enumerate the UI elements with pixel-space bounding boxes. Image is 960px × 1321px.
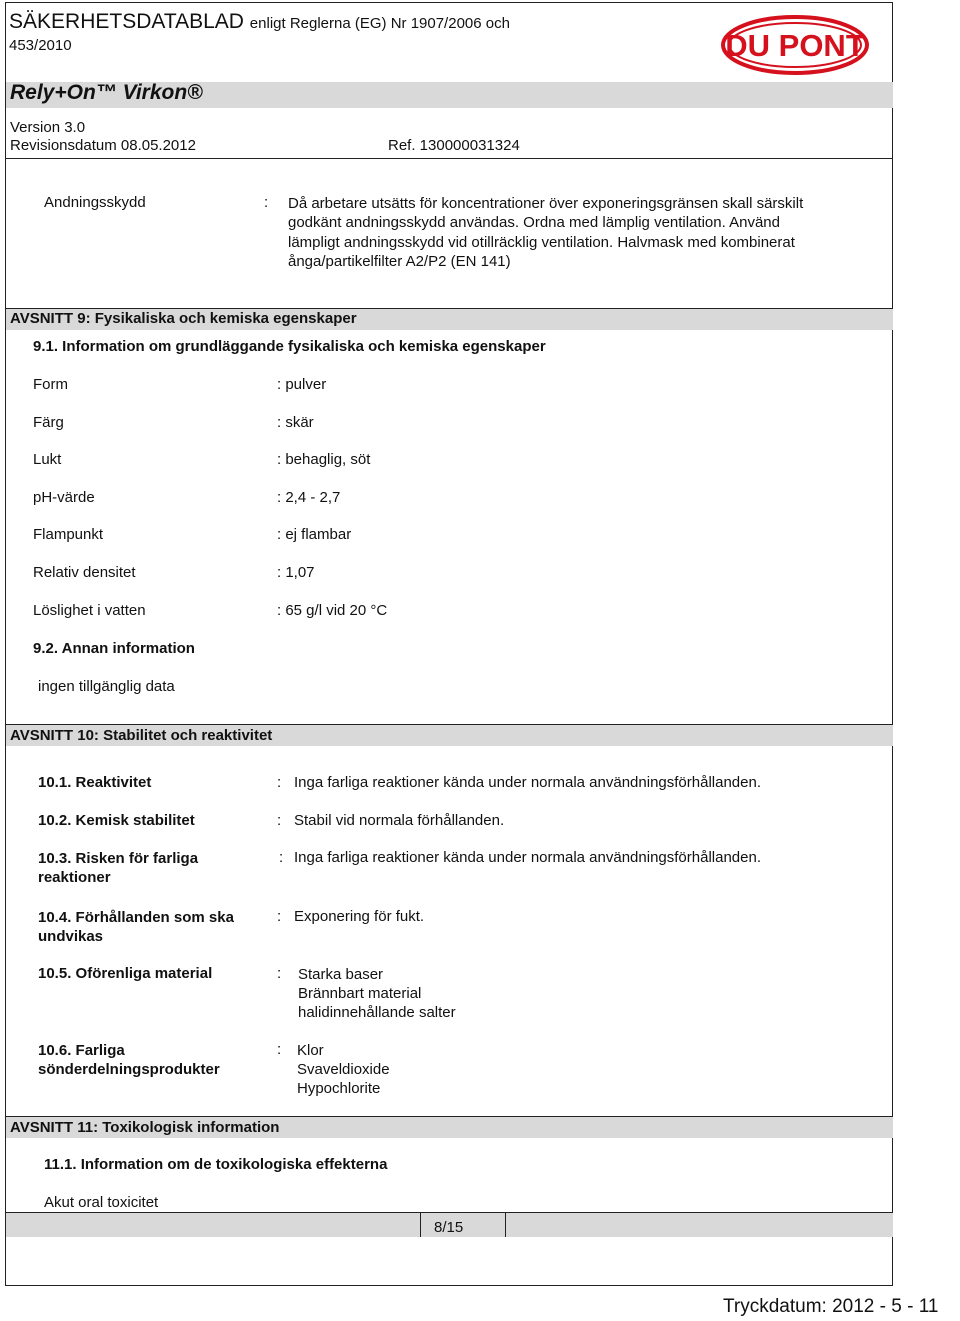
decomposition-products-label-line: 10.6. Farliga xyxy=(38,1042,125,1059)
property-value-odor: : behaglig, söt xyxy=(277,451,371,468)
footer-rule xyxy=(6,1212,893,1213)
incompatible-material-item: Starka baser xyxy=(298,966,384,983)
document-title xyxy=(9,10,510,34)
property-label-solubility: Löslighet i vatten xyxy=(33,602,146,619)
hazardous-reactions-value: Inga farliga reaktioner kända under normala användningsförhållanden. xyxy=(294,849,761,866)
incompatible-materials-value xyxy=(298,965,456,1022)
hazardous-reactions-label-line: 10.3. Risken för farliga xyxy=(38,850,199,867)
property-label-form: Form xyxy=(33,376,68,393)
reactivity-label: 10.1. Reaktivitet xyxy=(38,774,152,791)
reference-number: Ref. 130000031324 xyxy=(388,137,520,154)
hazardous-reactions-label-line: reaktioner xyxy=(38,869,111,886)
hazardous-reactions-colon: : xyxy=(279,849,284,866)
property-value-form: : pulver xyxy=(277,376,327,393)
acute-oral-toxicity-label: Akut oral toxicitet xyxy=(44,1194,159,1211)
hazardous-reactions-label xyxy=(38,849,198,887)
section9-1-heading: 9.1. Information om grundläggande fysikaliska och kemiska egenskaper xyxy=(33,338,546,355)
decomposition-product-item: Hypochlorite xyxy=(297,1080,381,1097)
breathing-line: ånga/partikelfilter A2/P2 (EN 141) xyxy=(288,252,511,270)
breathing-label: Andningsskydd xyxy=(44,194,146,211)
revision-date: Revisionsdatum 08.05.2012 xyxy=(10,137,196,154)
conditions-avoid-label-line: undvikas xyxy=(38,928,104,945)
property-value-solubility: : 65 g/l vid 20 °C xyxy=(277,602,388,619)
reactivity-colon: : xyxy=(277,774,282,791)
decomposition-products-colon: : xyxy=(277,1041,282,1058)
conditions-avoid-label xyxy=(38,908,234,946)
breathing-line: Då arbetare utsätts för koncentrationer över exponeringsgränsen skall särskilt xyxy=(288,195,804,212)
footer-divider-right xyxy=(505,1212,506,1237)
section10-title: AVSNITT 10: Stabilitet och reaktivitet xyxy=(10,727,273,744)
property-value-ph: : 2,4 - 2,7 xyxy=(277,489,341,506)
section11-title: AVSNITT 11: Toxikologisk information xyxy=(10,1119,280,1136)
stability-label: 10.2. Kemisk stabilitet xyxy=(38,812,195,829)
conditions-avoid-label-line: 10.4. Förhållanden som ska xyxy=(38,909,234,926)
stability-value: Stabil vid normala förhållanden. xyxy=(294,812,505,829)
section10-rule xyxy=(6,724,893,725)
incompatible-materials-label: 10.5. Oförenliga material xyxy=(38,965,213,982)
product-name: Rely+On™ Virkon® xyxy=(10,81,203,104)
header-divider xyxy=(6,158,893,159)
document-title-main: SÄKERHETSDATABLAD xyxy=(9,10,244,33)
incompatible-material-item: halidinnehållande salter xyxy=(298,1004,456,1021)
section11-1-heading: 11.1. Information om de toxikologiska effekterna xyxy=(44,1156,388,1173)
property-label-density: Relativ densitet xyxy=(33,564,136,581)
decomposition-product-item: Svaveldioxide xyxy=(297,1061,390,1078)
print-date: Tryckdatum: 2012 - 5 - 11 xyxy=(723,1296,939,1317)
document-title-line2: 453/2010 xyxy=(9,37,72,54)
version-label: Version 3.0 xyxy=(10,119,86,136)
decomposition-products-value xyxy=(297,1041,390,1098)
property-value-color: : skär xyxy=(277,414,314,431)
footer-divider-left xyxy=(420,1212,421,1237)
dupont-logo-text: DU PONT xyxy=(725,28,865,63)
conditions-avoid-value: Exponering för fukt. xyxy=(294,908,425,925)
section9-2-text: ingen tillgänglig data xyxy=(38,678,175,695)
property-label-flashpoint: Flampunkt xyxy=(33,526,104,543)
incompatible-material-item: Brännbart material xyxy=(298,985,422,1002)
decomposition-products-label xyxy=(38,1041,220,1079)
breathing-colon: : xyxy=(264,194,269,211)
breathing-line: lämpligt andningsskydd vid otillräcklig ventilation. Halvmask med kombinerat xyxy=(288,233,795,251)
section9-rule xyxy=(6,308,893,309)
section9-2-heading: 9.2. Annan information xyxy=(33,640,195,657)
decomposition-product-item: Klor xyxy=(297,1042,324,1059)
decomposition-products-label-line: sönderdelningsprodukter xyxy=(38,1061,220,1078)
page-number: 8/15 xyxy=(434,1219,464,1236)
property-value-flashpoint: : ej flambar xyxy=(277,526,352,543)
property-label-ph: pH-värde xyxy=(33,489,95,506)
property-label-color: Färg xyxy=(33,414,64,431)
reactivity-value: Inga farliga reaktioner kända under normala användningsförhållanden. xyxy=(294,774,761,791)
breathing-line: godkänt andningsskydd användas. Ordna med lämplig ventilation. Använd xyxy=(288,214,780,232)
property-label-odor: Lukt xyxy=(33,451,62,468)
dupont-logo xyxy=(720,14,870,76)
document-title-suffix: enligt Reglerna (EG) Nr 1907/2006 och xyxy=(249,15,510,32)
property-value-density: : 1,07 xyxy=(277,564,315,581)
incompatible-materials-colon: : xyxy=(277,965,282,982)
section9-title: AVSNITT 9: Fysikaliska och kemiska egenskaper xyxy=(10,310,357,327)
stability-colon: : xyxy=(277,812,282,829)
conditions-avoid-colon: : xyxy=(277,908,282,925)
section11-rule xyxy=(6,1116,893,1117)
breathing-text xyxy=(288,194,803,271)
